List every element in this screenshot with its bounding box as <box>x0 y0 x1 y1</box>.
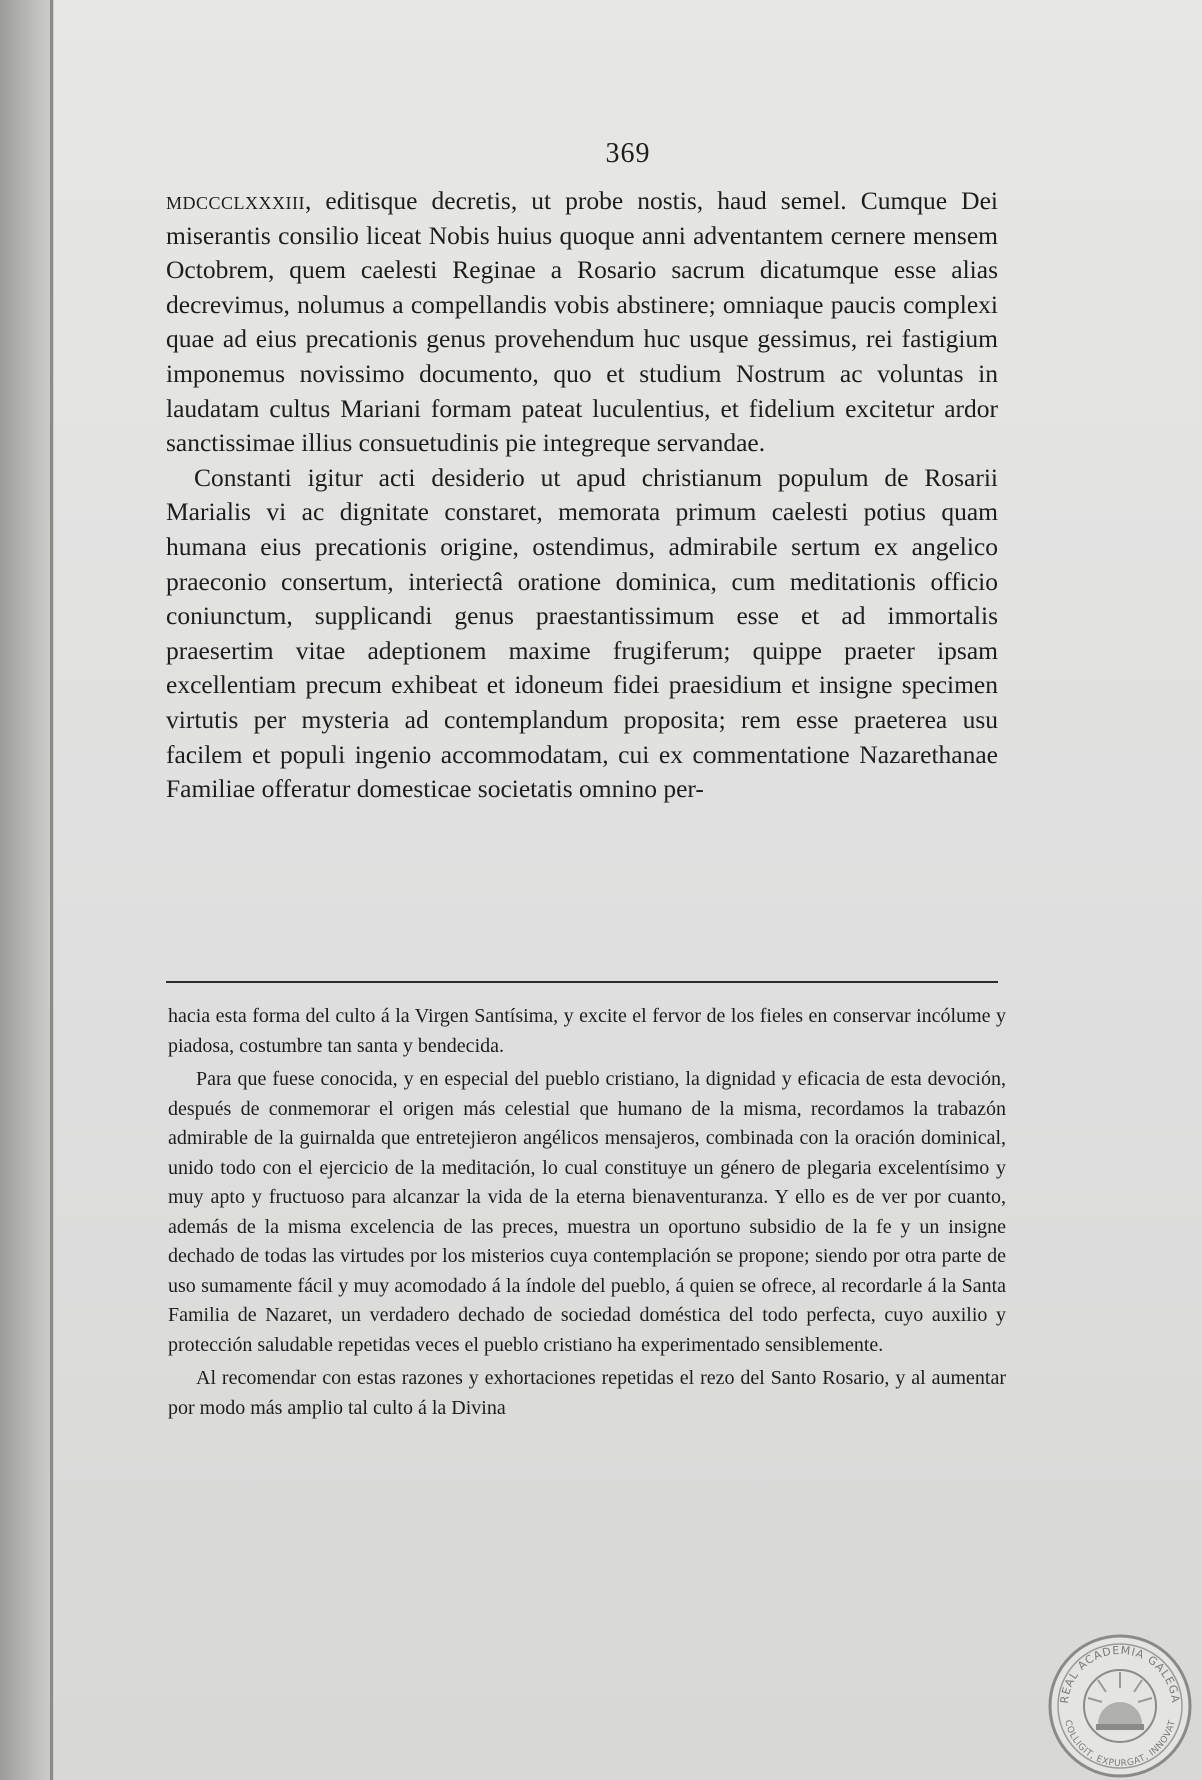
latin-text-block <box>166 184 998 807</box>
seal-bottom-text: COLLIGIT, EXPURGAT, INNOVAT <box>1062 1719 1178 1770</box>
seal-top-text: REAL ACADEMIA GALEGA <box>1057 1643 1183 1705</box>
latin-paragraph-1 <box>166 184 998 461</box>
book-gutter-edge <box>50 0 53 1780</box>
spanish-paragraph-2: Para que fuese conocida, y en especial del pueblo cristiano, la dignidad y eficacia de esta devoción, después de conmemorar el origen más celestial que humano de la misma, recordamos la trabazón admirable de la guirnalda que entretejieron angélicos mensajeros, combinada con la oración dominical, unido todo con el ejercicio de la meditación, lo cual constituye un género de plegaria excelentísimo y muy apto y fructuoso para alcanzar la vida de la eterna bienaventuranza. Y ello es de ver por cuanto, además de la misma excelencia de las preces, muestra un oportuno subsidio de la fe y un insigne dechado de todas las virtudes por los misterios cuya contemplación se propone; siendo por otra parte de uso sumamente fácil y muy acomodado á la índole del pueblo, á quien se ofrece, al recordarle á la Santa Familia de Nazaret, un verdadero dechado de sociedad doméstica del todo perfecta, cuyo auxilio y protección saludable repetidas veces el pueblo cristiano ha experimentado sensiblemente. <box>168 1068 1006 1356</box>
document-page <box>54 0 1202 1780</box>
footnote-separator-rule <box>166 981 998 983</box>
latin-paragraph-2: Constanti igitur acti desiderio ut apud christianum populum de Rosarii Marialis vi ac dignitate constaret, memorata primum caelesti potius quam humana eius precationis origine, ostendimus, admirabile sertum ex angelico praeconio consertum, interiectâ oratione dominica, cum meditationis officio coniunctum, supplicandi genus praestantissimum esse et ad immortalis praesertim vitae adeptionem maxime frugiferum; quippe praeter ipsam excellentiam precum exhibeat et idoneum fidei praesidium et insigne specimen virtutis per mysteria ad contemplandum proposita; rem esse praeterea usu facilem et populi ingenio accommodatam, cui ex commentatione Nazarethanae Familiae offeratur domesticae societatis omnino per- <box>166 462 998 804</box>
spanish-paragraph-1: hacia esta forma del culto á la Virgen Santísima, y excite el fervor de los fieles en conservar incólume y piadosa, costumbre tan santa y bendecida. <box>168 1005 1006 1057</box>
roman-year-smallcaps: mdccclxxxiii <box>166 186 305 215</box>
page-number: 369 <box>605 138 651 169</box>
spanish-translation-block <box>168 1002 1006 1427</box>
spanish-paragraph-3: Al recomendar con estas razones y exhortaciones repetidas el rezo del Santo Rosario, y al aumentar por modo más amplio tal culto á la Divina <box>168 1367 1006 1419</box>
book-spine-shadow <box>0 0 54 1780</box>
academy-seal-stamp <box>1046 1632 1194 1780</box>
latin-paragraph-1-text: , editisque decretis, ut probe nostis, haud semel. Cumque Dei miserantis consilio liceat Nobis huius quoque anni adventantem cernere mensem Octobrem, quem caelesti Reginae a Rosario sacrum dicatumque esse alias decrevimus, nolumus a compellandis vobis abstinere; omniaque paucis complexi quae ad eius precationis genus provehendum huc usque gessimus, rei fastigium imponemus novissimo documento, quo et studium Nostrum ac voluntas in laudatam cultus Mariani formam pateat luculentius, et fidelium excitetur ardor sanctissimae illius consuetudinis pie integreque servandae. <box>166 186 998 458</box>
